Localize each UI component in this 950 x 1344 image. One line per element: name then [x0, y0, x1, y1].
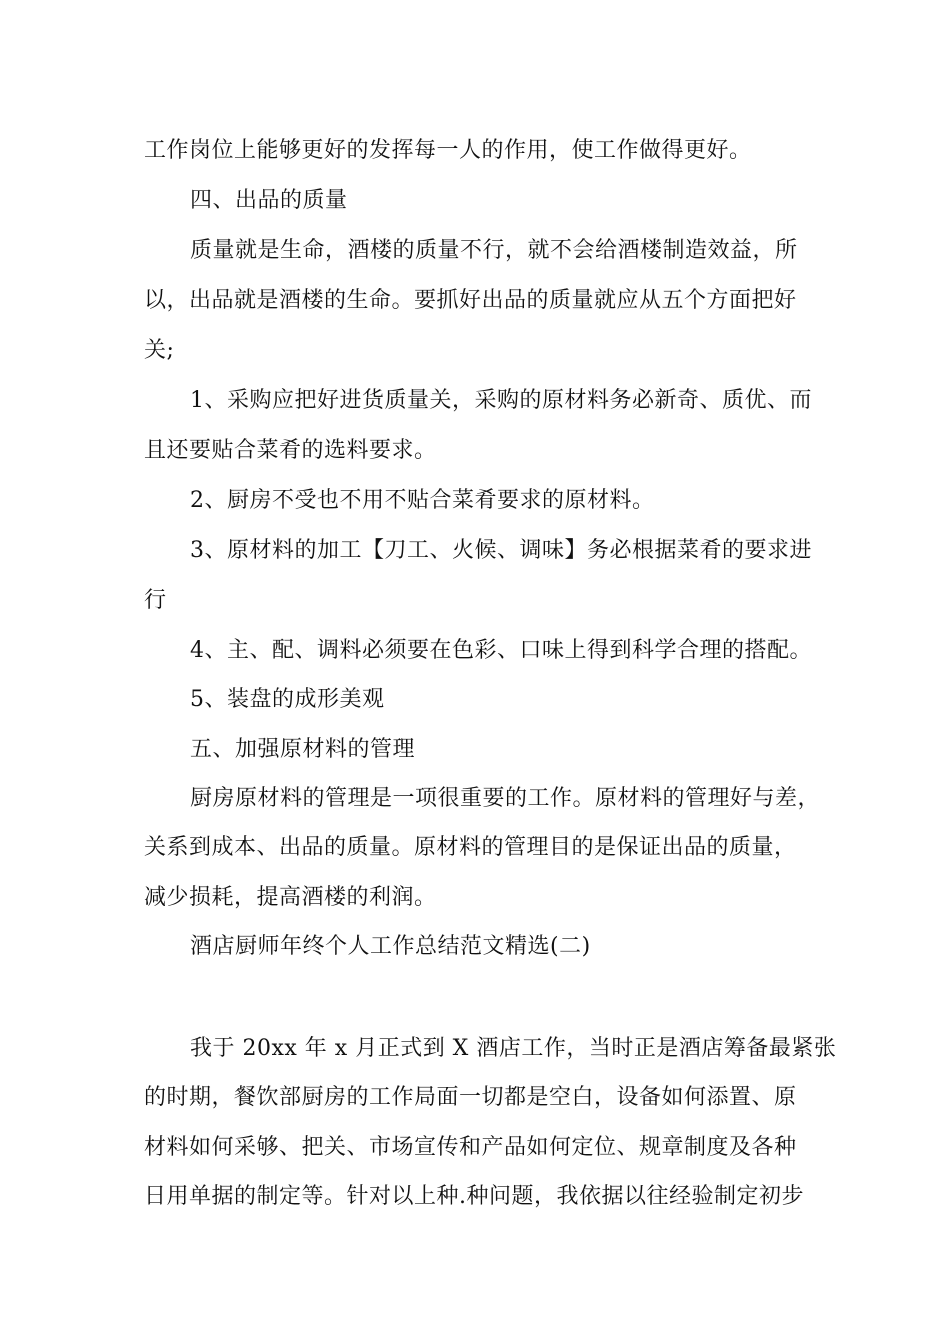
paragraph-line: 的时期，餐饮部厨房的工作局面一切都是空白，设备如何添置、原 — [144, 1085, 797, 1110]
paragraph-line: 关系到成本、出品的质量。原材料的管理目的是保证出品的质量， — [144, 835, 797, 860]
list-item: 2、厨房不受也不用不贴合菜肴要求的原材料。 — [190, 488, 655, 513]
list-item-continuation: 且还要贴合菜肴的选料要求。 — [144, 438, 437, 463]
list-item-continuation: 行 — [144, 588, 167, 613]
paragraph-line: 关; — [144, 338, 175, 363]
section-heading: 四、出品的质量 — [190, 188, 348, 213]
paragraph-line: 工作岗位上能够更好的发挥每一人的作用，使工作做得更好。 — [144, 138, 752, 163]
section-heading: 五、加强原材料的管理 — [190, 737, 416, 762]
paragraph-line: 减少损耗，提高酒楼的利润。 — [144, 885, 437, 910]
list-item: 4、主、配、调料必须要在色彩、口味上得到科学合理的搭配。 — [190, 638, 812, 663]
paragraph-line: 日用单据的制定等。针对以上种.种问题，我依据以往经验制定初步 — [144, 1184, 804, 1209]
document-title: 酒店厨师年终个人工作总结范文精选(二) — [190, 934, 591, 959]
list-item: 3、原材料的加工【刀工、火候、调味】务必根据菜肴的要求进 — [190, 538, 812, 563]
list-item: 5、装盘的成形美观 — [190, 687, 385, 712]
paragraph-line: 质量就是生命，酒楼的质量不行，就不会给酒楼制造效益，所 — [190, 238, 798, 263]
list-item: 1、采购应把好进货质量关，采购的原材料务必新奇、质优、而 — [190, 388, 812, 413]
paragraph-line: 我于 20xx 年 x 月正式到 X 酒店工作，当时正是酒店筹备最紧张 — [190, 1036, 837, 1061]
paragraph-line: 厨房原材料的管理是一项很重要的工作。原材料的管理好与差， — [190, 786, 821, 811]
paragraph-line: 材料如何采够、把关、市场宣传和产品如何定位、规章制度及各种 — [144, 1135, 797, 1160]
paragraph-line: 以，出品就是酒楼的生命。要抓好出品的质量就应从五个方面把好 — [144, 288, 797, 313]
